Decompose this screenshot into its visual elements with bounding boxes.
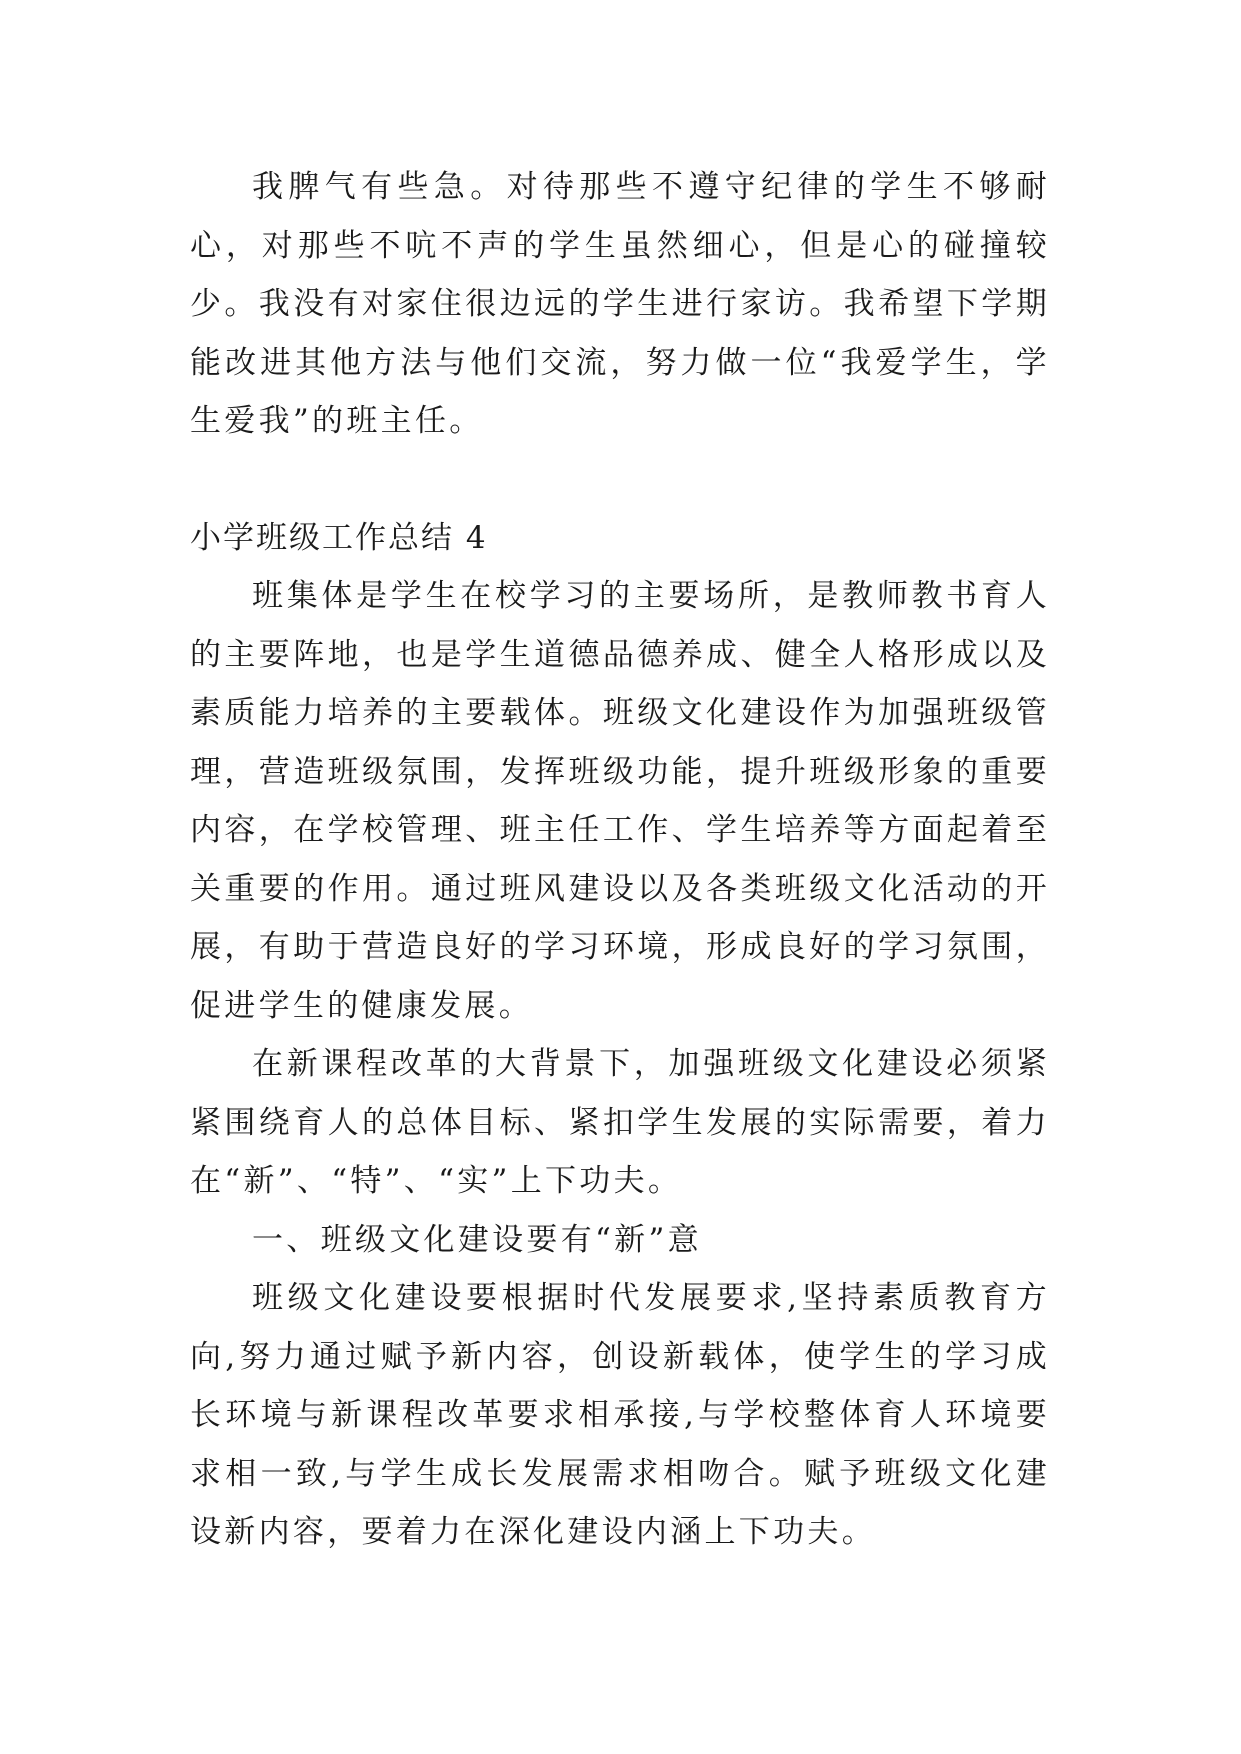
subheading-new: 一、班级文化建设要有“新”意 xyxy=(252,1221,702,1258)
document-page xyxy=(190,158,1050,1562)
paragraph-background: 在新课程改革的大背景下，加强班级文化建设必须紧紧围绕育人的总体目标、紧扣学生发展的实际需要，着力在“新”、“特”、“实”上下功夫。 xyxy=(190,1046,1050,1199)
paragraph-intro: 班集体是学生在校学习的主要场所，是教师教书育人的主要阵地，也是学生道德品德养成、健全人格形成以及素质能力培养的主要载体。班级文化建设作为加强班级管理，营造班级氛围，发挥班级功能，提升班级形象的重要内容，在学校管理、班主任工作、学生培养等方面起着至关重要的作用。通过班风建设以及各类班级文化活动的开展，有助于营造良好的学习环境，形成良好的学习氛围，促进学生的健康发展。 xyxy=(190,578,1050,1024)
section-spacer xyxy=(190,451,1050,509)
paragraph-new-content: 班级文化建设要根据时代发展要求,坚持素质教育方向,努力通过赋予新内容，创设新载体，使学生的学习成长环境与新课程改革要求相承接,与学校整体育人环境要求相一致,与学生成长发展需求相吻合。赋予班级文化建设新内容，要着力在深化建设内涵上下功夫。 xyxy=(190,1280,1050,1550)
paragraph-closing-remarks: 我脾气有些急。对待那些不遵守纪律的学生不够耐心，对那些不吭不声的学生虽然细心，但是心的碰撞较少。我没有对家住很边远的学生进行家访。我希望下学期能改进其他方法与他们交流，努力做一位“我爱学生，学生爱我”的班主任。 xyxy=(190,169,1050,439)
section-title: 小学班级工作总结 4 xyxy=(190,519,488,556)
